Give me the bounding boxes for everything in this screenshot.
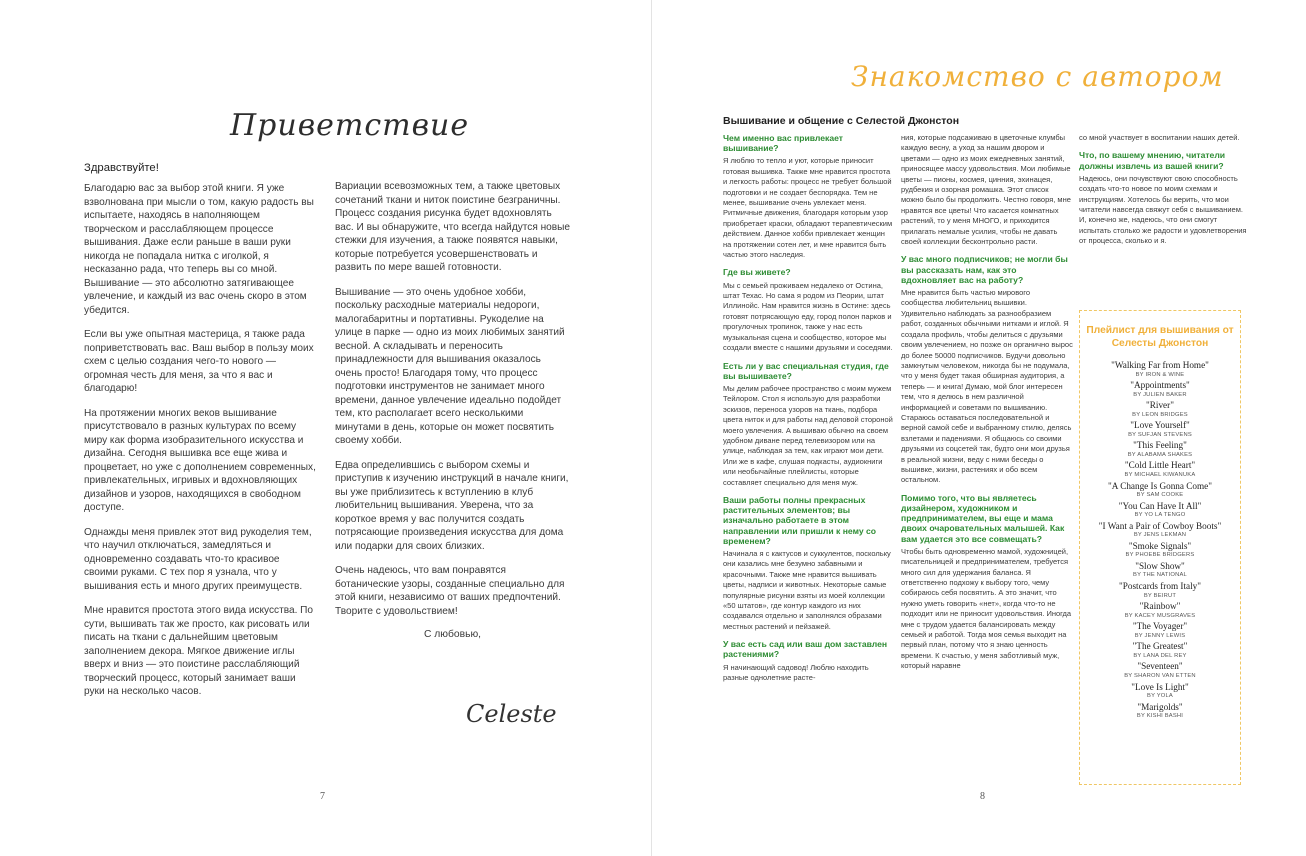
song-artist: BY IRON & WINE: [1135, 371, 1185, 378]
song-artist: BY SAM COOKE: [1136, 492, 1184, 499]
song-title: "Rainbow": [1139, 601, 1181, 612]
song-title: "Seventeen": [1137, 661, 1183, 672]
song-list: [1086, 360, 1234, 721]
question: У вас есть сад или ваш дом заставлен растениями?: [723, 639, 888, 660]
song-artist: BY YO LA TENGO: [1134, 512, 1186, 519]
interview-column-3: [1079, 133, 1251, 254]
playlist-song: [1086, 561, 1234, 580]
song-title: "The Greatest": [1132, 641, 1188, 652]
playlist-song: [1086, 581, 1234, 600]
left-column-1: [84, 162, 316, 710]
answer: со мной участвует в воспитании наших детей.: [1079, 133, 1240, 142]
right-page: [653, 0, 1306, 856]
playlist-song: [1086, 420, 1234, 439]
answer: Начинала я с кактусов и суккулентов, поскольку они казались мне безумно забавными и красочными. Также мне нравится вышивать цветы, надписи и животных. Некоторые самые популярные рисунки взяты из моей коллекции «50 штатов», где контур каждого из них создавался отдельно и заполнялся образами местных растений и пейзажей.: [723, 549, 891, 631]
song-artist: BY LEON BRIDGES: [1132, 411, 1188, 418]
paragraph: Очень надеюсь, что вам понравятся ботанические узоры, созданные специально для этой книги, независимо от ваших предпочтений. Творите с удовольствием!: [335, 565, 565, 617]
song-title: "Marigolds": [1137, 701, 1183, 712]
playlist-song: [1086, 682, 1234, 701]
song-title: "This Feeling": [1133, 440, 1187, 451]
song-title: "Love Is Light": [1131, 681, 1189, 692]
playlist-title: Плейлист для вышивания от Селесты Джонстон: [1086, 325, 1234, 349]
answer: Мне нравится быть частью мирового сообщества любительниц вышивки. Удивительно наблюдать за разнообразием работ, созданных обычными нитками и иглой. Я создала профиль, чтобы делиться с друзьями своим увлечением, но позже он органично вырос до более 50000 подписчиков. Будучи довольно замкнутым человеком, никогда бы не подумала, что у меня будет такая обширная аудитория, а теперь — и книга! Думаю, мой блог интересен тем, что я делюсь в нем различной информацией и советами по вышиванию. Стараюсь оставаться последовательной и верной самой себе и выбранному стилю, делясь взлетами и падениями. Я общаюсь со своими друзьями из соцсетей так, будто они мои друзья в реальной жизни, веду с ними беседы о вышивке, жизни, растениях и обо всем остальном.: [901, 288, 1073, 485]
answer: Мы с семьей проживаем недалеко от Остина, штат Техас. Но сама я родом из Пеории, штат Иллинойс. Нам нравится жизнь в Остине: здесь готовят потрясающую еду, город полон парков и прогулочных тропинок, также у нас есть музыкальная сцена и сообщество, которое мы создали вместе с нашими друзьями и соседями.: [723, 280, 893, 353]
page-title: Приветствие: [230, 108, 470, 143]
playlist-song: [1086, 481, 1234, 500]
playlist-song: [1086, 460, 1234, 479]
question: Ваши работы полны прекрасных растительных элементов; вы изначально работаете в этом направлении или пришли к нему со временем?: [723, 494, 877, 546]
song-title: "You Can Have It All": [1118, 500, 1202, 511]
paragraph: Однажды меня привлек этот вид рукоделия тем, что научил отключаться, замедляться и одновременно создавать что-то красивое своими руками. С тех пор я узнала, что у вышивания есть и много других преимуществ.: [84, 526, 312, 592]
paragraph: Благодарю вас за выбор этой книги. Я уже взволнована при мысли о том, какую радость вы испытаете, находясь в наполняющем творческом и расслабляющем процессе вышивания. Даже если раньше в ваши руки никогда не попадала нитка с иголкой, я несказанно рада, что теперь вы со мной. Вышивание — это абсолютно затягивающее увлечение, и каждый из вас очень скоро в этом убедится.: [84, 183, 314, 316]
answer: Я начинающий садовод! Люблю находить разные однолетние расте-: [723, 662, 869, 683]
page-number: 7: [320, 791, 325, 802]
left-column-2: [335, 180, 570, 640]
interview-column-1: [723, 133, 895, 690]
answer: ния, которые подсаживаю в цветочные клумбы каждую весну, а уход за нашим двором и цветами — одно из моих ежедневных занятий, приносящее массу удовольствия. Мои любимые цветы — пионы, космея, цинния, эхинацея, рудбекия и озорная ромашка. Этот список можно было бы продолжить. Честно говоря, мне нравятся все цветы! Что касается комнатных растений, то у меня МНОГО, и приходится прилагать немалые усилия, чтобы не давать своей коллекции бесконтрольно расти.: [901, 133, 1071, 247]
song-artist: BY KISHI BASHI: [1136, 713, 1184, 720]
greeting: Здравствуйте!: [84, 162, 159, 174]
paragraph: Мне нравится простота этого вида искусства. По сути, вышивать так же просто, как рисовать или писать на ткани с дальнейшим цветовым заполнением декора. Мягкое движение иглы вверх и вниз — это поистине расслабляющий творческий процесс, который занимает ваши руки на несколько часов.: [84, 605, 314, 697]
song-artist: BY SUFJAN STEVENS: [1128, 431, 1192, 438]
song-title: "Slow Show": [1135, 560, 1185, 571]
paragraph: На протяжении многих веков вышивание присутствовало в разных культурах по всему миру как форма изобразительного искусства и дизайна. Сегодня вышивка все еще жива и процветает, но уже с дополнением современных, привлекательных, игривых и вдохновляющих дизайнов и узоров, находящихся в свободном доступе.: [84, 407, 316, 513]
song-artist: BY JENNY LEWIS: [1134, 632, 1186, 639]
question: Чем именно вас привлекает вышивание?: [723, 133, 843, 154]
playlist-box: [1079, 310, 1241, 785]
song-artist: BY BEIRUT: [1143, 592, 1177, 599]
song-title: "The Voyager": [1132, 621, 1188, 632]
song-artist: BY PHOEBE BRIDGERS: [1125, 552, 1195, 559]
song-title: "Cold Little Heart": [1124, 460, 1196, 471]
playlist-song: [1086, 400, 1234, 419]
signoff: С любовью,: [423, 629, 482, 640]
song-title: "Walking Far from Home": [1111, 360, 1209, 370]
song-artist: BY KACEY MUSGRAVES: [1124, 612, 1196, 619]
song-title: "Smoke Signals": [1128, 540, 1192, 551]
song-artist: BY SHARON VAN ETTEN: [1124, 672, 1196, 679]
page-number: 8: [980, 791, 985, 802]
playlist-song: [1086, 601, 1234, 620]
left-page: [0, 0, 652, 856]
song-artist: BY ALABAMA SHAKES: [1127, 451, 1193, 458]
song-artist: BY YOLA: [1147, 693, 1173, 699]
question: Есть ли у вас специальная студия, где вы вышиваете?: [723, 360, 889, 381]
paragraph: Вышивание — это очень удобное хобби, поскольку расходные материалы недороги, малогабаритны и портативны. Рукоделие на улице в парке — одно из моих любимых занятий весной. А складывать и переносить принадлежности для вышивания оказалось очень просто! Благодаря тому, что процесс подготовки инструментов не занимает много времени, данное увлечение идеально подойдет тем, кто располагает всего несколькими минутами в день, которые он может посвятить своему хобби.: [335, 286, 565, 446]
page-title: Знакомство с автором: [851, 60, 1224, 93]
answer: Чтобы быть одновременно мамой, художницей, писательницей и предпринимателем, требуется много сил для удержания баланса. Я ответственно подхожу к выбору того, чему собираюсь себя посвятить. А это значит, что нужно уметь говорить «нет», когда что-то не подходит или не приносит удовольствия. Иногда мне с трудом удается балансировать между семьей и работой. Тогда моя семья выходит на первый план, потому что я знаю ценность времени. К счастью, у меня заботливый муж, который наравне: [901, 546, 1072, 671]
paragraph: Если вы уже опытная мастерица, я также рада поприветствовать вас. Ваш выбор в пользу моих схем с целью создания чего-то нового — огромная честь для меня, за что я вас и благодарю!: [84, 329, 314, 394]
playlist-song: [1086, 440, 1234, 459]
song-artist: BY JENS LEKMAN: [1133, 532, 1187, 539]
song-artist: BY THE NATIONAL: [1133, 572, 1187, 579]
playlist-song: [1086, 641, 1234, 660]
song-title: "A Change Is Gonna Come": [1108, 480, 1212, 491]
playlist-song: [1086, 661, 1234, 680]
song-title: "Appointments": [1130, 380, 1190, 391]
song-title: "Love Yourself": [1130, 420, 1190, 431]
song-artist: BY LANA DEL REY: [1133, 652, 1187, 659]
interview-column-2: [901, 133, 1073, 679]
answer: Надеюсь, они почувствуют свою способность создать что-то новое по моим схемам и инструкциям. Хотелось бы верить, что мои читатели навсегда свяжут себя с вышиванием. И, конечно же, надеюсь, что они смогут испытать столько же радости и удовлетворения от процесса, сколько и я.: [1079, 173, 1247, 246]
playlist-song: [1086, 702, 1234, 721]
song-artist: BY JULIEN BAKER: [1133, 391, 1187, 398]
answer: Мы делим рабочее пространство с моим мужем Тейлором. Стол я использую для разработки эскизов, переноса узоров на ткань, подбора цвета ниток и для работы над деловой стороной моего увлечения. А вышиваю обычно на своем удобном диване перед телевизором или на улице, наблюдая за тем, как играют мои дети. Или же в кафе, слушая подкасты, аудиокниги или необычайные плейлисты, которые составляет специально для меня муж.: [723, 383, 893, 487]
song-title: "I Want a Pair of Cowboy Boots": [1098, 520, 1222, 531]
question: Что, по вашему мнению, читатели должны извлечь из вашей книги?: [1079, 150, 1226, 171]
playlist-song: [1086, 521, 1234, 540]
playlist-song: [1086, 621, 1234, 640]
song-title: "River": [1146, 400, 1174, 411]
page-subtitle: Вышивание и общение с Селестой Джонстон: [723, 115, 960, 127]
signature: Celeste: [466, 700, 557, 728]
answer: Я люблю то тепло и уют, которые приносит готовая вышивка. Также мне нравится простота и легкость работы: процесс не требует большой подготовки и не создает беспорядка. Тем не менее, вышивание очень увлекает меня. Ритмичные движения, благодаря которым узор приобретает краски, обладают терапевтическим действием. Данное хобби привлекает женщин на протяжении сотен лет, и мне нравится быть частью этого наследия.: [723, 156, 893, 260]
song-title: "Postcards from Italy": [1118, 581, 1201, 592]
playlist-song: [1086, 380, 1234, 399]
playlist-song: [1086, 501, 1234, 520]
paragraph: Вариации всевозможных тем, а также цветовых сочетаний ткани и ниток поистине безграничны. Процесс создания рисунка будет вдохновлять вас. И вы обнаружите, что всегда найдутся новые стежки для изучения, а также появятся навыки, которые потребуется усовершенствовать и развить по мере вашей готовности.: [335, 181, 571, 273]
question: У вас много подписчиков; не могли бы вы рассказать нам, как это вдохновляет вас на работу?: [901, 254, 1068, 285]
playlist-song: [1086, 541, 1234, 560]
question: Помимо того, что вы являетесь дизайнером, художником и предпринимателем, вы еще и мама двоих очаровательных малышей. Как вам удается это все совмещать?: [901, 492, 1065, 544]
song-artist: BY MICHAEL KIWANUKA: [1124, 471, 1196, 478]
playlist-song: [1086, 360, 1234, 379]
paragraph: Едва определившись с выбором схемы и приступив к изучению инструкций в начале книги, вы уже приблизитесь к вступлению в клуб любительниц вышивания. Уверена, что за короткое время у вас получится создать потрясающие произведения искусства для дома или подарки для своих близких.: [335, 459, 569, 552]
question: Где вы живете?: [723, 267, 791, 278]
